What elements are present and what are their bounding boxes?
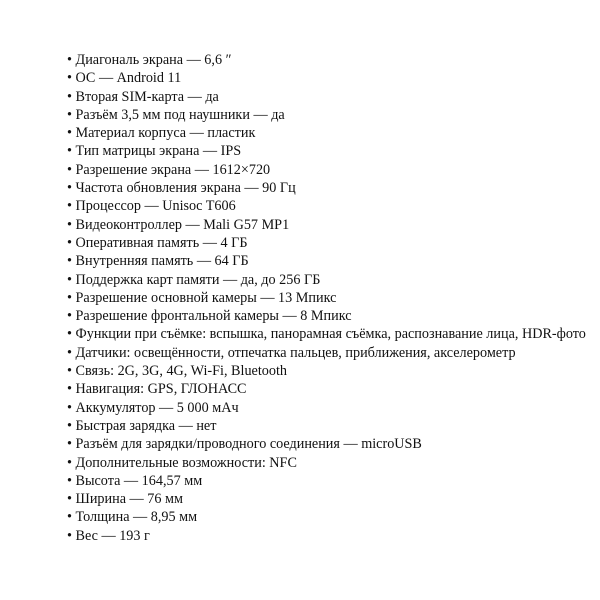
bullet-icon: •	[67, 509, 72, 526]
spec-item	[67, 344, 587, 362]
spec-item	[67, 289, 587, 307]
spec-document	[67, 51, 587, 545]
spec-text: Частота обновления экрана — 90 Гц	[75, 180, 296, 197]
spec-text: Быстрая зарядка — нет	[75, 417, 217, 434]
spec-item	[67, 124, 587, 142]
bullet-icon: •	[67, 308, 72, 325]
spec-text: Внутренняя память — 64 ГБ	[75, 253, 249, 270]
spec-item	[67, 88, 587, 106]
bullet-icon: •	[67, 125, 72, 142]
spec-text: Дополнительные возможности: NFC	[75, 454, 297, 471]
spec-item	[67, 454, 587, 472]
spec-text: Диагональ экрана — 6,6 ″	[75, 52, 232, 68]
spec-item	[67, 252, 587, 270]
bullet-icon: •	[67, 198, 72, 215]
bullet-icon: •	[67, 216, 72, 233]
bullet-icon: •	[67, 52, 72, 68]
spec-text: Разъём 3,5 мм под наушники — да	[75, 106, 285, 123]
spec-item	[67, 435, 587, 453]
spec-item	[67, 161, 587, 179]
spec-item	[67, 490, 587, 508]
bullet-icon: •	[67, 253, 72, 270]
spec-text: Разрешение экрана — 1612×720	[75, 161, 271, 178]
spec-text: Ширина — 76 мм	[75, 491, 183, 508]
spec-text: Толщина — 8,95 мм	[75, 509, 198, 526]
spec-text: Материал корпуса — пластик	[75, 125, 256, 142]
spec-item	[67, 399, 587, 417]
bullet-icon: •	[67, 417, 72, 434]
bullet-icon: •	[67, 472, 72, 489]
spec-item	[67, 325, 587, 343]
spec-item	[67, 307, 587, 325]
bullet-icon: •	[67, 326, 72, 343]
spec-text: Оперативная память — 4 ГБ	[75, 234, 248, 251]
spec-text: Разъём для зарядки/проводного соединения — microUSB	[75, 436, 422, 453]
bullet-icon: •	[67, 88, 72, 105]
spec-text: Связь: 2G, 3G, 4G, Wi-Fi, Bluetooth	[75, 363, 287, 380]
spec-text: Поддержка карт памяти — да, до 256 ГБ	[75, 271, 321, 288]
spec-list	[67, 51, 587, 545]
spec-item	[67, 69, 587, 87]
bullet-icon: •	[67, 271, 72, 288]
bullet-icon: •	[67, 381, 72, 398]
spec-item	[67, 362, 587, 380]
spec-item	[67, 179, 587, 197]
spec-text: Высота — 164,57 мм	[75, 472, 203, 489]
bullet-icon: •	[67, 399, 72, 416]
bullet-icon: •	[67, 234, 72, 251]
spec-item	[67, 527, 587, 545]
bullet-icon: •	[67, 454, 72, 471]
spec-text: Аккумулятор — 5 000 мАч	[75, 399, 239, 416]
bullet-icon: •	[67, 180, 72, 197]
spec-item	[67, 508, 587, 526]
spec-item	[67, 417, 587, 435]
bullet-icon: •	[67, 106, 72, 123]
spec-item	[67, 142, 587, 160]
spec-text: ОС — Android 11	[75, 70, 182, 87]
spec-text: Тип матрицы экрана — IPS	[75, 143, 242, 160]
bullet-icon: •	[67, 436, 72, 453]
spec-text: Функции при съёмке: вспышка, панорамная съёмка, распознавание лица, HDR-фото	[75, 326, 586, 343]
bullet-icon: •	[67, 161, 72, 178]
spec-text: Разрешение основной камеры — 13 Мпикс	[75, 289, 337, 306]
spec-item	[67, 271, 587, 289]
spec-text: Видеоконтроллер — Mali G57 MP1	[75, 216, 290, 233]
spec-text: Разрешение фронтальной камеры — 8 Мпикс	[75, 308, 352, 325]
spec-text: Навигация: GPS, ГЛОНАСС	[75, 381, 247, 398]
bullet-icon: •	[67, 70, 72, 87]
bullet-icon: •	[67, 491, 72, 508]
spec-item	[67, 472, 587, 490]
spec-item	[67, 216, 587, 234]
bullet-icon: •	[67, 143, 72, 160]
spec-item	[67, 106, 587, 124]
spec-item	[67, 380, 587, 398]
bullet-icon: •	[67, 344, 72, 361]
spec-text: Процессор — Unisoc T606	[75, 198, 236, 215]
spec-text: Вторая SIM-карта — да	[75, 88, 219, 105]
spec-text: Вес — 193 г	[75, 527, 150, 544]
spec-item	[67, 51, 587, 69]
bullet-icon: •	[67, 289, 72, 306]
bullet-icon: •	[67, 527, 72, 544]
spec-text: Датчики: освещённости, отпечатка пальцев, приближения, акселерометр	[75, 344, 516, 361]
spec-item	[67, 197, 587, 215]
bullet-icon: •	[67, 363, 72, 380]
spec-item	[67, 234, 587, 252]
